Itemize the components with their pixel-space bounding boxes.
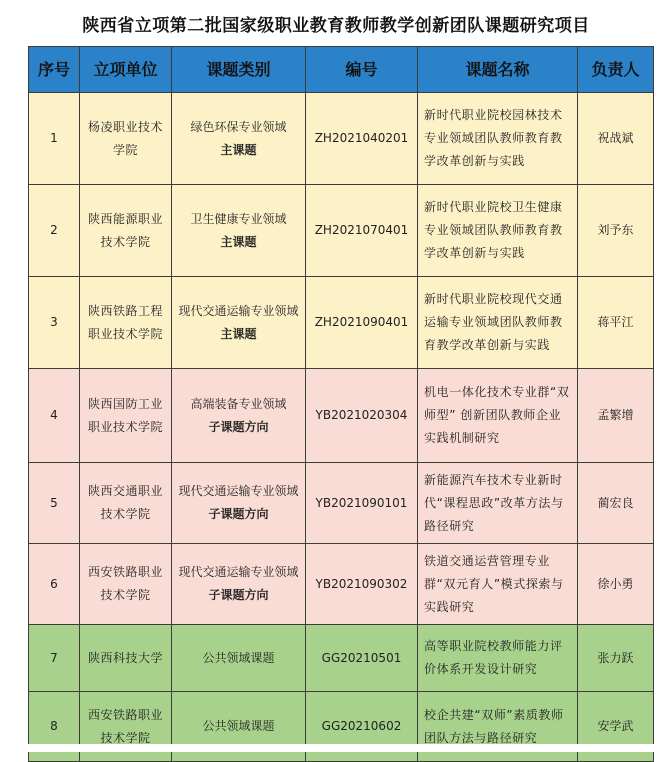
row-topic: 校企共建“双师”素质教师团队方法与路径研究 [418,692,578,762]
page-title: 陕西省立项第二批国家级职业教育教师教学创新团队课题研究项目 [82,15,590,36]
category-type: 主课题 [220,142,257,157]
table-row [29,369,654,463]
header-index: 序号 [29,47,80,93]
row-index: 4 [29,369,80,463]
category-prefix: 现代交通运输专业领域 [178,484,299,498]
table-row [29,93,654,185]
row-topic: 铁道交通运营管理专业群“双元育人”模式探索与实践研究 [418,544,578,625]
row-code: ZH2021040201 [306,93,418,185]
row-code: YB2021090302 [306,544,418,625]
row-index: 3 [29,277,80,369]
row-category [172,369,306,463]
row-code: YB2021020304 [306,369,418,463]
row-index: 8 [29,692,80,762]
header-unit: 立项单位 [80,47,172,93]
row-code: GG20210501 [306,625,418,692]
row-leader: 安学武 [578,692,654,762]
row-leader: 蔺宏良 [578,463,654,544]
header-category: 课题类别 [172,47,306,93]
row-unit: 杨凌职业技术学院 [80,93,172,185]
row-code: ZH2021090401 [306,277,418,369]
row-unit: 陕西国防工业职业技术学院 [80,369,172,463]
row-unit: 西安铁路职业技术学院 [80,544,172,625]
row-unit: 陕西铁路工程职业技术学院 [80,277,172,369]
row-leader: 祝战斌 [578,93,654,185]
table-row [29,463,654,544]
row-category [172,463,306,544]
row-topic: 新能源汽车技术专业新时代“课程思政”改革方法与路径研究 [418,463,578,544]
row-category [172,277,306,369]
row-category [172,93,306,185]
category-prefix: 公共领域课题 [202,650,275,665]
table-row [29,544,654,625]
row-code: GG20210602 [306,692,418,762]
row-index: 2 [29,185,80,277]
row-index: 5 [29,463,80,544]
category-prefix: 公共领域课题 [202,719,275,733]
row-topic: 新时代职业院校园林技术专业领域团队教师教育教学改革创新与实践 [418,93,578,185]
category-prefix: 现代交通运输专业领域 [178,303,299,318]
row-code: YB2021090101 [306,463,418,544]
category-prefix: 现代交通运输专业领域 [178,565,299,579]
row-topic: 机电一体化技术专业群“双师型” 创新团队教师企业实践机制研究 [418,369,578,463]
row-unit: 陕西能源职业技术学院 [80,185,172,277]
projects-table [28,46,654,762]
row-index: 1 [29,93,80,185]
row-unit: 西安铁路职业技术学院 [80,692,172,762]
category-prefix: 卫生健康专业领域 [190,211,287,226]
row-leader: 刘予东 [578,185,654,277]
row-category [172,625,306,692]
category-prefix: 绿色环保专业领域 [190,119,287,134]
row-category [172,544,306,625]
row-category [172,185,306,277]
table-row [29,277,654,369]
row-leader: 张力跃 [578,625,654,692]
row-topic: 新时代职业院校卫生健康专业领域团队教师教育教学改革创新与实践 [418,185,578,277]
category-type: 子课题方向 [208,588,269,602]
category-type: 子课题方向 [208,507,269,521]
row-index: 6 [29,544,80,625]
table-header-row [29,47,654,93]
header-code: 编号 [306,47,418,93]
row-code: ZH2021070401 [306,185,418,277]
row-leader: 孟繁增 [578,369,654,463]
row-topic: 新时代职业院校现代交通运输专业领域团队教师教育教学改革创新与实践 [418,277,578,369]
row-unit: 陕西科技大学 [80,625,172,692]
category-type: 主课题 [220,326,257,341]
category-prefix: 高端装备专业领域 [190,396,287,411]
category-type: 主课题 [220,234,257,249]
table-row [29,625,654,692]
page-bottom-edge [0,744,672,752]
row-index: 7 [29,625,80,692]
table-row [29,185,654,277]
row-unit: 陕西交通职业技术学院 [80,463,172,544]
header-topic: 课题名称 [418,47,578,93]
header-leader: 负责人 [578,47,654,93]
row-topic: 高等职业院校教师能力评价体系开发设计研究 [418,625,578,692]
category-type: 子课题方向 [208,419,269,434]
row-leader: 徐小勇 [578,544,654,625]
row-leader: 蒋平江 [578,277,654,369]
